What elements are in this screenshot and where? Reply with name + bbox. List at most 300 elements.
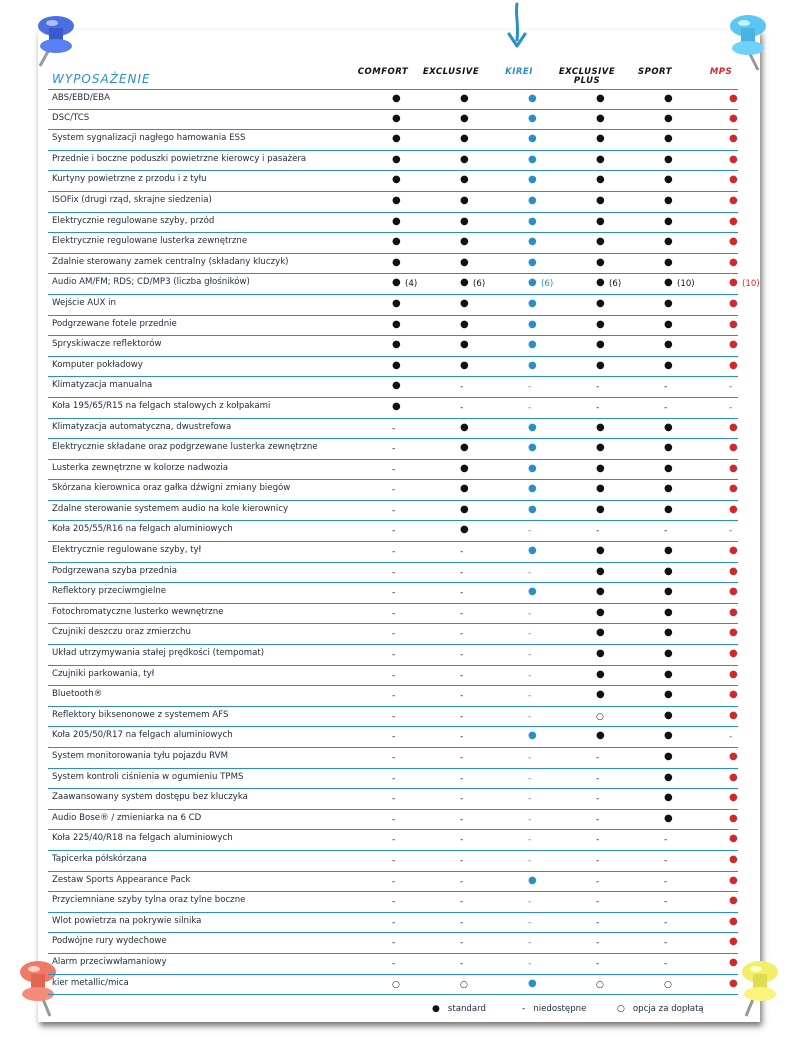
- cell-mps: [700, 483, 770, 497]
- standard-dot-icon: ●: [528, 236, 537, 248]
- standard-dot-icon: ●: [664, 565, 673, 577]
- unavailable-dash-icon: -: [528, 958, 532, 969]
- cell-kirei: [499, 545, 569, 559]
- feature-label: Zaawansowany system dostępu bez kluczyka: [52, 792, 248, 803]
- feature-label: Układ utrzymywania stałej prędkości (tempomat): [52, 648, 265, 659]
- cell-comfort: [363, 298, 433, 312]
- cell-exclusive-plus: [567, 689, 637, 703]
- standard-dot-icon: ●: [664, 462, 673, 474]
- standard-dot-icon: ●: [729, 627, 738, 639]
- cell-comfort: [363, 978, 433, 992]
- unavailable-dash-icon: -: [392, 958, 396, 969]
- table-row: [48, 810, 738, 831]
- cell-exclusive: [431, 710, 501, 724]
- column-header-sport: SPORT: [637, 67, 673, 77]
- cell-sport: [635, 524, 705, 538]
- table-row: [48, 89, 738, 110]
- standard-dot-icon: ●: [664, 112, 673, 124]
- cell-exclusive-plus: [567, 813, 637, 827]
- cell-exclusive: [431, 422, 501, 436]
- unavailable-dash-icon: -: [596, 526, 600, 537]
- cell-exclusive-plus: [567, 257, 637, 271]
- standard-dot-icon: ●: [664, 606, 673, 618]
- unavailable-dash-icon: -: [664, 526, 668, 537]
- standard-dot-icon: ●: [596, 318, 605, 330]
- cell-mps: [700, 380, 770, 394]
- standard-dot-icon: ●: [664, 648, 673, 660]
- table-row: [48, 419, 738, 440]
- cell-comfort: [363, 422, 433, 436]
- standard-dot-icon: ●: [664, 730, 673, 742]
- unavailable-dash-icon: -: [392, 917, 396, 928]
- cell-exclusive-plus: [567, 442, 637, 456]
- cell-sport: [635, 936, 705, 950]
- unavailable-dash-icon: -: [729, 526, 733, 537]
- standard-dot-icon: ●: [460, 256, 469, 268]
- cell-sport: [635, 463, 705, 477]
- table-row: [48, 521, 738, 542]
- standard-dot-icon: ●: [596, 668, 605, 680]
- standard-dot-icon: ●: [460, 194, 469, 206]
- cell-exclusive: [431, 93, 501, 107]
- standard-dot-icon: ●: [460, 236, 469, 248]
- cell-mps: [700, 813, 770, 827]
- standard-dot-icon: ●: [528, 277, 537, 289]
- cell-sport: [635, 813, 705, 827]
- standard-dot-icon: ●: [596, 606, 605, 618]
- feature-label: Przednie i boczne poduszki powietrzne kierowcy i pasażera: [52, 153, 307, 164]
- standard-dot-icon: ●: [596, 236, 605, 248]
- option-circle-icon: ○: [392, 979, 400, 990]
- feature-label: Koła 205/55/R16 na felgach aluminiowych: [52, 524, 233, 535]
- cell-exclusive: [431, 380, 501, 394]
- cell-exclusive-plus: [567, 463, 637, 477]
- cell-kirei: [499, 319, 569, 333]
- cell-exclusive-plus: [567, 566, 637, 580]
- column-header-exclusive: EXCLUSIVE: [422, 67, 480, 77]
- cell-comfort: [363, 236, 433, 250]
- feature-label: Koła 205/50/R17 na felgach aluminiowych: [52, 730, 233, 741]
- feature-label: Podwójne rury wydechowe: [52, 936, 167, 947]
- feature-label: Audio AM/FM; RDS; CD/MP3 (liczba głośników): [52, 277, 250, 288]
- feature-label: Lusterka zewnętrzne w kolorze nadwozia: [52, 462, 229, 473]
- option-circle-icon: ○: [596, 979, 604, 990]
- cell-exclusive-plus: [567, 916, 637, 930]
- feature-label: Fotochromatyczne lusterko wewnętrzne: [52, 606, 224, 617]
- standard-dot-icon: ●: [392, 112, 401, 124]
- cell-exclusive: [431, 483, 501, 497]
- legend-unavailable: [522, 1004, 586, 1018]
- cell-comfort: [363, 895, 433, 909]
- standard-dot-icon: ●: [528, 874, 537, 886]
- standard-dot-icon: ●: [392, 174, 401, 186]
- standard-dot-icon: ●: [528, 93, 537, 104]
- standard-dot-icon: ●: [392, 277, 401, 289]
- legend-standard: [432, 1004, 486, 1018]
- cell-exclusive: [431, 772, 501, 786]
- cell-kirei: [499, 916, 569, 930]
- standard-dot-icon: ●: [664, 359, 673, 371]
- standard-dot-icon: ●: [729, 874, 738, 886]
- standard-dot-icon: ●: [729, 359, 738, 371]
- unavailable-dash-icon: -: [460, 588, 464, 599]
- cell-sport: [635, 895, 705, 909]
- standard-dot-icon: ●: [528, 112, 537, 124]
- cell-comfort: [363, 936, 433, 950]
- cell-exclusive-plus: [567, 627, 637, 641]
- cell-mps: [700, 257, 770, 271]
- cell-kirei: [499, 216, 569, 230]
- cell-exclusive-plus: [567, 710, 637, 724]
- column-header-mps: MPS: [709, 67, 733, 77]
- unavailable-dash-icon: -: [664, 958, 668, 969]
- cell-sport: [635, 113, 705, 127]
- cell-kirei: [499, 936, 569, 950]
- cell-mps: [700, 401, 770, 415]
- cell-comfort: [363, 319, 433, 333]
- standard-dot-icon: ●: [664, 277, 673, 289]
- unavailable-dash-icon: -: [392, 835, 396, 846]
- standard-dot-icon: ●: [392, 215, 401, 227]
- standard-dot-icon: ●: [729, 812, 738, 824]
- cell-comfort: [363, 360, 433, 374]
- standard-dot-icon: ●: [596, 297, 605, 309]
- table-row: [48, 624, 738, 645]
- feature-label: kier metallic/mica: [52, 977, 129, 988]
- standard-dot-icon: ●: [596, 565, 605, 577]
- feature-label: Spryskiwacze reflektorów: [52, 339, 162, 350]
- cell-mps: [700, 236, 770, 250]
- cell-mps: [700, 648, 770, 662]
- standard-dot-icon: ●: [596, 689, 605, 701]
- standard-dot-icon: ●: [664, 503, 673, 515]
- option-circle-icon: ○: [617, 1004, 625, 1014]
- table-row: [48, 439, 738, 460]
- standard-dot-icon: ●: [664, 194, 673, 206]
- cell-exclusive-plus: [567, 833, 637, 847]
- cell-mps: [700, 627, 770, 641]
- cell-kirei: [499, 401, 569, 415]
- standard-dot-icon: ●: [729, 709, 738, 721]
- cell-exclusive-plus: [567, 380, 637, 394]
- table-row: [48, 336, 738, 357]
- cell-mps: [700, 360, 770, 374]
- unavailable-dash-icon: -: [460, 670, 464, 681]
- standard-dot-icon: ●: [729, 792, 738, 804]
- cell-exclusive: [431, 648, 501, 662]
- standard-dot-icon: ●: [528, 215, 537, 227]
- unavailable-dash-icon: -: [528, 629, 532, 640]
- cell-kirei: [499, 710, 569, 724]
- standard-dot-icon: ●: [664, 812, 673, 824]
- table-row: [48, 460, 738, 481]
- standard-dot-icon: ●: [392, 359, 401, 371]
- table-row: [48, 892, 738, 913]
- cell-comfort: [363, 154, 433, 168]
- standard-dot-icon: ●: [528, 545, 537, 557]
- standard-dot-icon: ●: [664, 174, 673, 186]
- cell-comfort: [363, 669, 433, 683]
- cell-kirei: [499, 133, 569, 147]
- table-row: [48, 213, 738, 234]
- table-row: [48, 254, 738, 275]
- unavailable-dash-icon: -: [392, 732, 396, 743]
- standard-dot-icon: ●: [729, 93, 738, 104]
- table-row: [48, 830, 738, 851]
- standard-dot-icon: ●: [528, 174, 537, 186]
- cell-exclusive-plus: [567, 936, 637, 950]
- cell-sport: [635, 648, 705, 662]
- feature-label: System monitorowania tyłu pojazdu RVM: [52, 751, 228, 761]
- unavailable-dash-icon: -: [460, 753, 464, 763]
- unavailable-dash-icon: -: [392, 753, 396, 763]
- standard-dot-icon: ●: [664, 421, 673, 433]
- cell-kirei: [499, 689, 569, 703]
- cell-sport: [635, 504, 705, 518]
- cell-exclusive-plus: [567, 524, 637, 538]
- cell-kirei: [499, 442, 569, 456]
- standard-dot-icon: ●: [729, 545, 738, 557]
- cell-comfort: [363, 710, 433, 724]
- standard-dot-icon: ●: [460, 421, 469, 433]
- unavailable-dash-icon: -: [664, 835, 668, 846]
- cell-comfort: [363, 586, 433, 600]
- feature-label: Alarm przeciwwłamaniowy: [52, 956, 167, 967]
- cell-kirei: [499, 504, 569, 518]
- standard-dot-icon: ●: [729, 421, 738, 433]
- feature-label: Czujniki deszczu oraz zmierzchu: [52, 627, 191, 638]
- cell-exclusive-plus: [567, 113, 637, 127]
- cell-mps: [700, 524, 770, 538]
- feature-label: Koła 195/65/R15 na felgach stalowych z kołpakami: [52, 400, 271, 411]
- equipment-table: [48, 89, 760, 995]
- cell-exclusive: [431, 401, 501, 415]
- cell-exclusive-plus: [567, 236, 637, 250]
- cell-mps: [700, 710, 770, 724]
- standard-dot-icon: ●: [729, 236, 738, 248]
- cell-sport: [635, 710, 705, 724]
- cell-kirei: [499, 566, 569, 580]
- feature-label: Podgrzewana szyba przednia: [52, 565, 177, 576]
- feature-label: Elektrycznie regulowane szyby, przód: [52, 215, 215, 226]
- unavailable-dash-icon: -: [596, 855, 600, 866]
- column-header-kirei: KIREI: [505, 67, 533, 77]
- cell-comfort: [363, 792, 433, 806]
- unavailable-dash-icon: -: [664, 876, 668, 887]
- unavailable-dash-icon: -: [596, 917, 600, 928]
- table-row: [48, 542, 738, 563]
- cell-comfort: [363, 277, 433, 291]
- standard-dot-icon: ●: [528, 318, 537, 330]
- standard-dot-icon: ●: [596, 545, 605, 557]
- unavailable-dash-icon: -: [392, 711, 396, 722]
- standard-dot-icon: ●: [460, 318, 469, 330]
- standard-dot-icon: ●: [664, 709, 673, 721]
- cell-sport: [635, 545, 705, 559]
- cell-mps: [700, 422, 770, 436]
- standard-dot-icon: ●: [596, 153, 605, 165]
- standard-dot-icon: ●: [729, 503, 738, 515]
- unavailable-dash-icon: -: [729, 732, 733, 743]
- cell-exclusive-plus: [567, 93, 637, 107]
- feature-label: Zestaw Sports Appearance Pack: [52, 874, 191, 885]
- table-row: [48, 110, 738, 131]
- cell-mps: [700, 277, 770, 291]
- standard-dot-icon: ●: [460, 524, 469, 536]
- cell-exclusive-plus: [567, 319, 637, 333]
- table-row: [48, 789, 738, 810]
- unavailable-dash-icon: -: [460, 732, 464, 743]
- unavailable-dash-icon: -: [528, 794, 532, 805]
- unavailable-dash-icon: -: [392, 814, 396, 825]
- legend-unavailable-label: niedostępne: [533, 1004, 587, 1014]
- cell-exclusive: [431, 792, 501, 806]
- cell-sport: [635, 669, 705, 683]
- cell-kirei: [499, 669, 569, 683]
- cell-exclusive: [431, 133, 501, 147]
- column-header-exclusive-plus: EXCLUSIVE PLUS: [558, 67, 616, 86]
- unavailable-dash-icon: -: [392, 629, 396, 640]
- unavailable-dash-icon: -: [664, 897, 668, 908]
- cell-comfort: [363, 463, 433, 477]
- unavailable-dash-icon: -: [392, 794, 396, 805]
- unavailable-dash-icon: -: [528, 670, 532, 681]
- table-row: [48, 151, 738, 172]
- standard-dot-icon: ●: [460, 215, 469, 227]
- cell-comfort: [363, 133, 433, 147]
- cell-mps: [700, 792, 770, 806]
- table-row: [48, 769, 738, 790]
- cell-mps: [700, 833, 770, 847]
- cell-exclusive: [431, 936, 501, 950]
- unavailable-dash-icon: -: [664, 382, 668, 393]
- cell-sport: [635, 442, 705, 456]
- cell-comfort: [363, 442, 433, 456]
- standard-dot-icon: ●: [729, 751, 738, 762]
- standard-dot-icon: ●: [729, 112, 738, 124]
- cell-comfort: [363, 627, 433, 641]
- table-row: [48, 295, 738, 316]
- unavailable-dash-icon: -: [392, 897, 396, 908]
- cell-mps: [700, 463, 770, 477]
- table-row: [48, 975, 738, 996]
- feature-label: ISOFix (drugi rząd, skrajne siedzenia): [52, 194, 212, 205]
- feature-label: Reflektory przeciwmgielne: [52, 586, 167, 597]
- standard-dot-icon: ●: [729, 174, 738, 186]
- cell-kirei: [499, 93, 569, 107]
- cell-kirei: [499, 957, 569, 971]
- unavailable-dash-icon: -: [392, 567, 396, 578]
- cell-exclusive-plus: [567, 195, 637, 209]
- cell-sport: [635, 401, 705, 415]
- standard-dot-icon: ●: [432, 1004, 440, 1014]
- unavailable-dash-icon: -: [596, 773, 600, 784]
- cell-comfort: [363, 607, 433, 621]
- cell-kirei: [499, 154, 569, 168]
- standard-dot-icon: ●: [729, 936, 738, 948]
- standard-dot-icon: ●: [596, 194, 605, 206]
- table-row: [48, 171, 738, 192]
- cell-exclusive: [431, 751, 501, 765]
- cell-exclusive: [431, 895, 501, 909]
- cell-sport: [635, 854, 705, 868]
- feature-label: Przyciemniane szyby tylna oraz tylne boczne: [52, 895, 246, 906]
- standard-dot-icon: ●: [729, 771, 738, 783]
- unavailable-dash-icon: -: [392, 444, 396, 455]
- unavailable-dash-icon: -: [596, 382, 600, 393]
- unavailable-dash-icon: -: [528, 938, 532, 949]
- standard-dot-icon: ●: [729, 153, 738, 165]
- cell-sport: [635, 216, 705, 230]
- standard-dot-icon: ●: [664, 792, 673, 804]
- standard-dot-icon: ●: [596, 586, 605, 598]
- cell-comfort: [363, 216, 433, 230]
- cell-mps: [700, 113, 770, 127]
- standard-dot-icon: ●: [460, 462, 469, 474]
- unavailable-dash-icon: -: [460, 835, 464, 846]
- cell-mps: [700, 978, 770, 992]
- cell-sport: [635, 339, 705, 353]
- feature-label: System kontroli ciśnienia w ogumieniu TPMS: [52, 771, 244, 782]
- standard-dot-icon: ●: [528, 503, 537, 515]
- feature-label: Tapicerka półskórzana: [52, 853, 147, 864]
- unavailable-dash-icon: -: [460, 691, 464, 702]
- standard-dot-icon: ●: [528, 339, 537, 351]
- table-row: [48, 686, 738, 707]
- standard-dot-icon: ●: [528, 442, 537, 454]
- feature-label: Elektrycznie składane oraz podgrzewane lusterka zewnętrzne: [52, 442, 318, 453]
- standard-dot-icon: ●: [528, 730, 537, 742]
- cell-sport: [635, 298, 705, 312]
- cell-sport: [635, 277, 705, 291]
- unavailable-dash-icon: -: [528, 402, 532, 413]
- standard-dot-icon: ●: [729, 606, 738, 618]
- standard-dot-icon: ●: [460, 297, 469, 309]
- cell-kirei: [499, 730, 569, 744]
- cell-sport: [635, 422, 705, 436]
- table-row: [48, 398, 738, 419]
- feature-label: Audio Bose® / zmieniarka na 6 CD: [52, 812, 202, 823]
- cell-kirei: [499, 277, 569, 291]
- unavailable-dash-icon: -: [460, 382, 464, 393]
- cell-exclusive-plus: [567, 339, 637, 353]
- standard-dot-icon: ●: [392, 194, 401, 206]
- cell-mps: [700, 154, 770, 168]
- standard-dot-icon: ●: [596, 256, 605, 268]
- unavailable-dash-icon: -: [460, 402, 464, 413]
- cell-sport: [635, 792, 705, 806]
- cell-exclusive: [431, 586, 501, 600]
- unavailable-dash-icon: -: [729, 402, 733, 413]
- table-row: [48, 727, 738, 748]
- standard-dot-icon: ●: [664, 297, 673, 309]
- cell-exclusive-plus: [567, 483, 637, 497]
- unavailable-dash-icon: -: [460, 629, 464, 640]
- cell-exclusive-plus: [567, 648, 637, 662]
- unavailable-dash-icon: -: [392, 855, 396, 866]
- cell-sport: [635, 957, 705, 971]
- unavailable-dash-icon: -: [528, 691, 532, 702]
- standard-dot-icon: ●: [596, 648, 605, 660]
- cell-exclusive-plus: [567, 607, 637, 621]
- cell-sport: [635, 751, 705, 765]
- speaker-count: (10): [742, 279, 760, 290]
- feature-label: Wlot powietrza na pokrywie silnika: [52, 915, 202, 926]
- cell-sport: [635, 875, 705, 889]
- cell-kirei: [499, 380, 569, 394]
- table-row: [48, 583, 738, 604]
- table-row: [48, 130, 738, 151]
